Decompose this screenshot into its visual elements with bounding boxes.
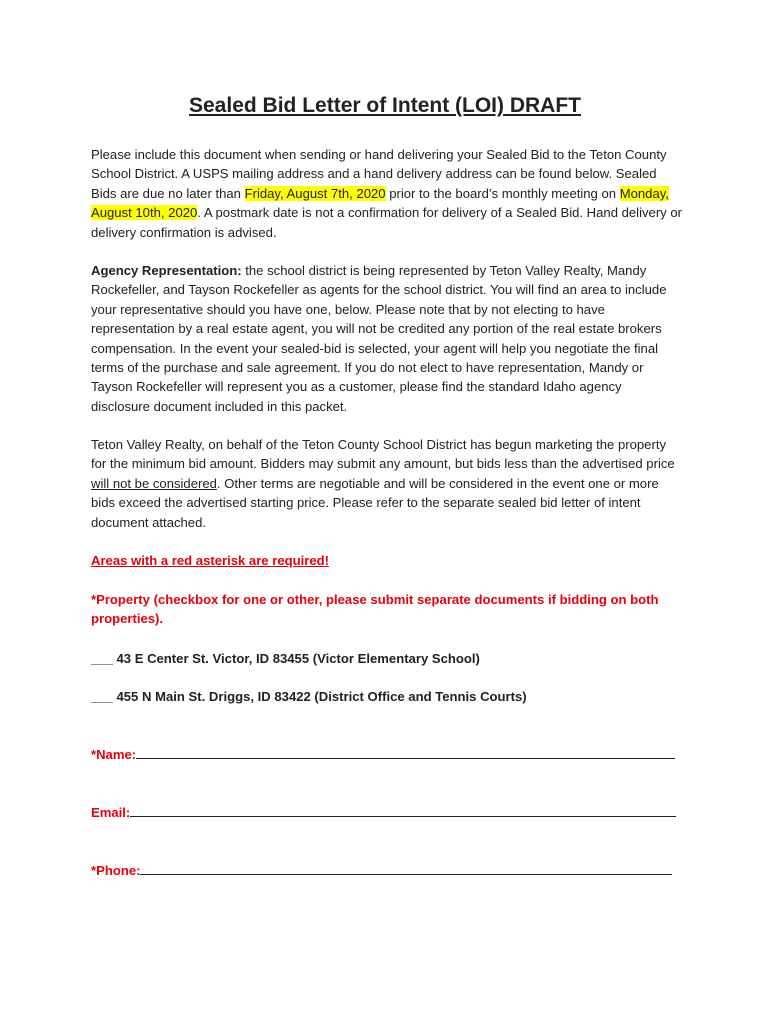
agency-label: Agency Representation: [91, 263, 242, 278]
email-field-row [91, 803, 683, 822]
property-option-label: 43 E Center St. Victor, ID 83455 (Victor Elementary School) [112, 651, 480, 666]
property-option-label: 455 N Main St. Driggs, ID 83422 (District Office and Tennis Courts) [112, 689, 527, 704]
email-field[interactable] [130, 803, 676, 817]
document-title: Sealed Bid Letter of Intent (LOI) DRAFT [189, 94, 581, 117]
phone-label: *Phone: [91, 863, 141, 878]
name-field-row [91, 745, 683, 764]
marketing-text-1: Teton Valley Realty, on behalf of the Teton County School District has begun marketing the property for the minimum bid amount. Bidders may submit any amount, but bids less than the advertised price [91, 437, 675, 472]
marketing-paragraph [91, 435, 683, 532]
intro-text-3: . A postmark date is not a confirmation for delivery of a Sealed Bid. Hand delivery or delivery confirmation is advised. [91, 205, 683, 240]
email-label: Email: [91, 805, 131, 820]
property-checkbox-blank[interactable]: ___ [91, 689, 113, 704]
name-label: *Name: [91, 747, 137, 762]
marketing-text-2: . Other terms are negotiable and will be considered in the event one or more bids exceed the advertised starting price. Please refer to the separate sealed bid letter of intent document attached. [91, 475, 659, 530]
agency-text: the school district is being represented by Teton Valley Realty, Mandy Rockefeller, and Tayson Rockefeller as agents for the school district. You will find an area to include your representative should you have one, below. Please note that by not electing to have representation by a real estate agent, you will not be credited any portion of the real estate brokers compensation. In the event your sealed-bid is selected, your agent will help you negotiate the final terms of the purchase and sale agreement. If you do not elect to have representation, Mandy or Tayson Rockefeller will represent you as a customer, please find the standard Idaho agency disclosure document included in this packet. [91, 263, 667, 414]
agency-paragraph [91, 261, 683, 416]
name-field[interactable] [136, 745, 675, 759]
property-checkbox-blank[interactable]: ___ [91, 651, 113, 666]
intro-paragraph [91, 145, 683, 242]
phone-field-row [91, 861, 683, 880]
not-considered-text: will not be considered [91, 475, 217, 491]
intro-text-2: prior to the board’s monthly meeting on [385, 185, 620, 201]
deadline-highlight: Friday, August 7th, 2020 [244, 185, 386, 201]
property-option-victor[interactable] [91, 649, 683, 668]
phone-field[interactable] [140, 861, 672, 875]
property-option-driggs[interactable] [91, 687, 683, 706]
property-heading: *Property (checkbox for one or other, please submit separate documents if bidding on both properties). [91, 592, 659, 627]
meeting-date-highlight: Monday, August 10th, 2020 [91, 185, 669, 221]
required-note: Areas with a red asterisk are required! [91, 553, 329, 568]
intro-text-1: Please include this document when sending or hand delivering your Sealed Bid to the Teton County School District. A USPS mailing address and a hand delivery address can be found below. Sealed Bids are due no later than [91, 147, 667, 201]
